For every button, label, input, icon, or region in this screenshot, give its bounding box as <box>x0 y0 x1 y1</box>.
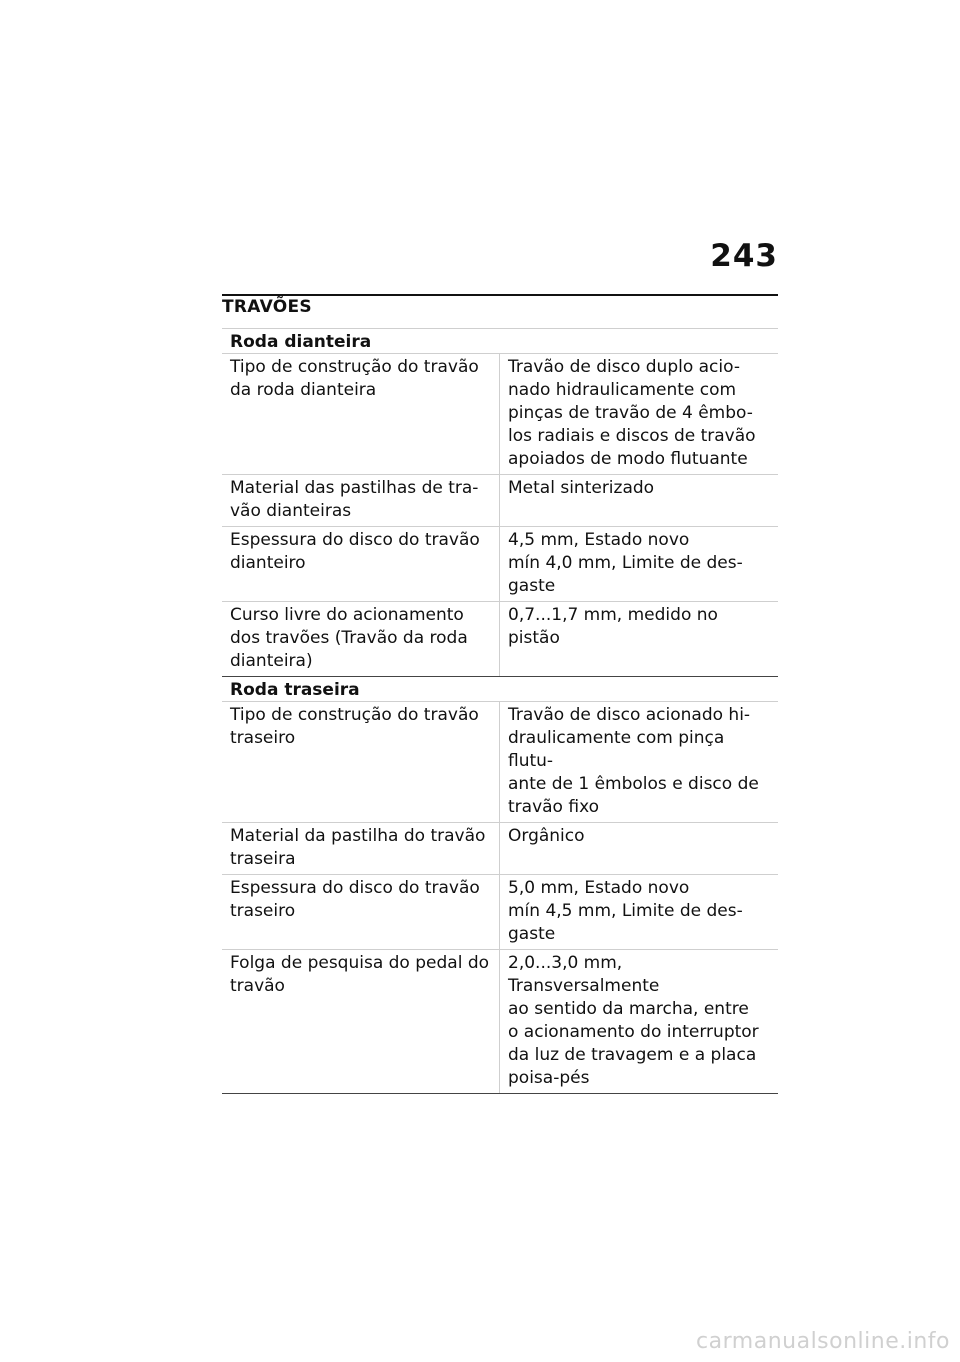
spec-value-line: draulicamente com pinça flutu- <box>508 728 725 771</box>
page-number: 243 <box>710 238 778 274</box>
spec-value-line: da luz de travagem e a placa <box>508 1045 757 1065</box>
spec-label-line: travão <box>230 976 285 996</box>
spec-label <box>222 602 499 676</box>
spec-value-line: 4,5 mm, Estado novo <box>508 530 690 550</box>
spec-value-line: 5,0 mm, Estado novo <box>508 878 690 898</box>
spec-value-line: o acionamento do interruptor <box>508 1022 759 1042</box>
spec-label-line: Material das pastilhas de tra- <box>230 478 479 498</box>
spec-label-line: vão dianteiras <box>230 501 352 521</box>
spec-label-line: Curso livre do acionamento <box>230 605 464 625</box>
spec-value-line: gaste <box>508 576 556 596</box>
section-title: TRAVÕES <box>222 297 312 317</box>
spec-value-line: pinças de travão de 4 êmbo- <box>508 403 753 423</box>
spec-label <box>222 950 499 1093</box>
title-rule <box>222 294 778 296</box>
table-row <box>222 701 778 822</box>
table-row <box>222 822 778 874</box>
spec-label-line: traseiro <box>230 728 296 748</box>
table-row <box>222 526 778 601</box>
spec-label-line: dos travões (Travão da roda <box>230 628 468 648</box>
spec-value-line: Travão de disco duplo acio- <box>508 357 740 377</box>
watermark-url: carmanualsonline.info <box>696 1329 950 1354</box>
spec-value-line: Travão de disco acionado hi- <box>508 705 751 725</box>
spec-label-line: dianteira) <box>230 651 313 671</box>
spec-table <box>222 328 778 1094</box>
spec-value <box>499 702 778 822</box>
group-header: Roda traseira <box>222 676 778 701</box>
spec-label-line: Espessura do disco do travão <box>230 878 480 898</box>
spec-label-line: Tipo de construção do travão <box>230 357 479 377</box>
spec-value <box>499 823 778 874</box>
spec-label <box>222 823 499 874</box>
spec-label <box>222 527 499 601</box>
spec-value <box>499 475 778 526</box>
group-header: Roda dianteira <box>222 328 778 353</box>
spec-value-line: gaste <box>508 924 556 944</box>
spec-label-line: traseira <box>230 849 296 869</box>
table-row <box>222 601 778 676</box>
spec-value-line: Orgânico <box>508 826 585 846</box>
spec-value-line: ante de 1 êmbolos e disco de <box>508 774 759 794</box>
spec-label-line: dianteiro <box>230 553 306 573</box>
spec-value-line: ao sentido da marcha, entre <box>508 999 749 1019</box>
spec-label-line: Tipo de construção do travão <box>230 705 479 725</box>
spec-value-line: Metal sinterizado <box>508 478 655 498</box>
spec-label <box>222 475 499 526</box>
table-row <box>222 353 778 474</box>
spec-value <box>499 527 778 601</box>
spec-label <box>222 875 499 949</box>
spec-label <box>222 702 499 822</box>
table-row <box>222 874 778 949</box>
spec-value-line: los radiais e discos de travão <box>508 426 756 446</box>
spec-value-line: 2,0...3,0 mm, Transversalmente <box>508 953 660 996</box>
spec-value <box>499 875 778 949</box>
spec-label-line: da roda dianteira <box>230 380 377 400</box>
spec-value-line: mín 4,0 mm, Limite de des- <box>508 553 743 573</box>
table-row <box>222 949 778 1093</box>
spec-label-line: Material da pastilha do travão <box>230 826 486 846</box>
spec-value <box>499 354 778 474</box>
spec-value-line: nado hidraulicamente com <box>508 380 737 400</box>
spec-label-line: Folga de pesquisa do pedal do <box>230 953 490 973</box>
spec-value-line: 0,7...1,7 mm, medido no pistão <box>508 605 718 648</box>
spec-label <box>222 354 499 474</box>
table-bottom-rule <box>222 1093 778 1094</box>
spec-value-line: mín 4,5 mm, Limite de des- <box>508 901 743 921</box>
spec-value-line: apoiados de modo flutuante <box>508 449 748 469</box>
spec-value <box>499 602 778 676</box>
spec-label-line: traseiro <box>230 901 296 921</box>
spec-value-line: travão fixo <box>508 797 600 817</box>
spec-value <box>499 950 778 1093</box>
spec-value-line: poisa-pés <box>508 1068 590 1088</box>
spec-label-line: Espessura do disco do travão <box>230 530 480 550</box>
table-row <box>222 474 778 526</box>
